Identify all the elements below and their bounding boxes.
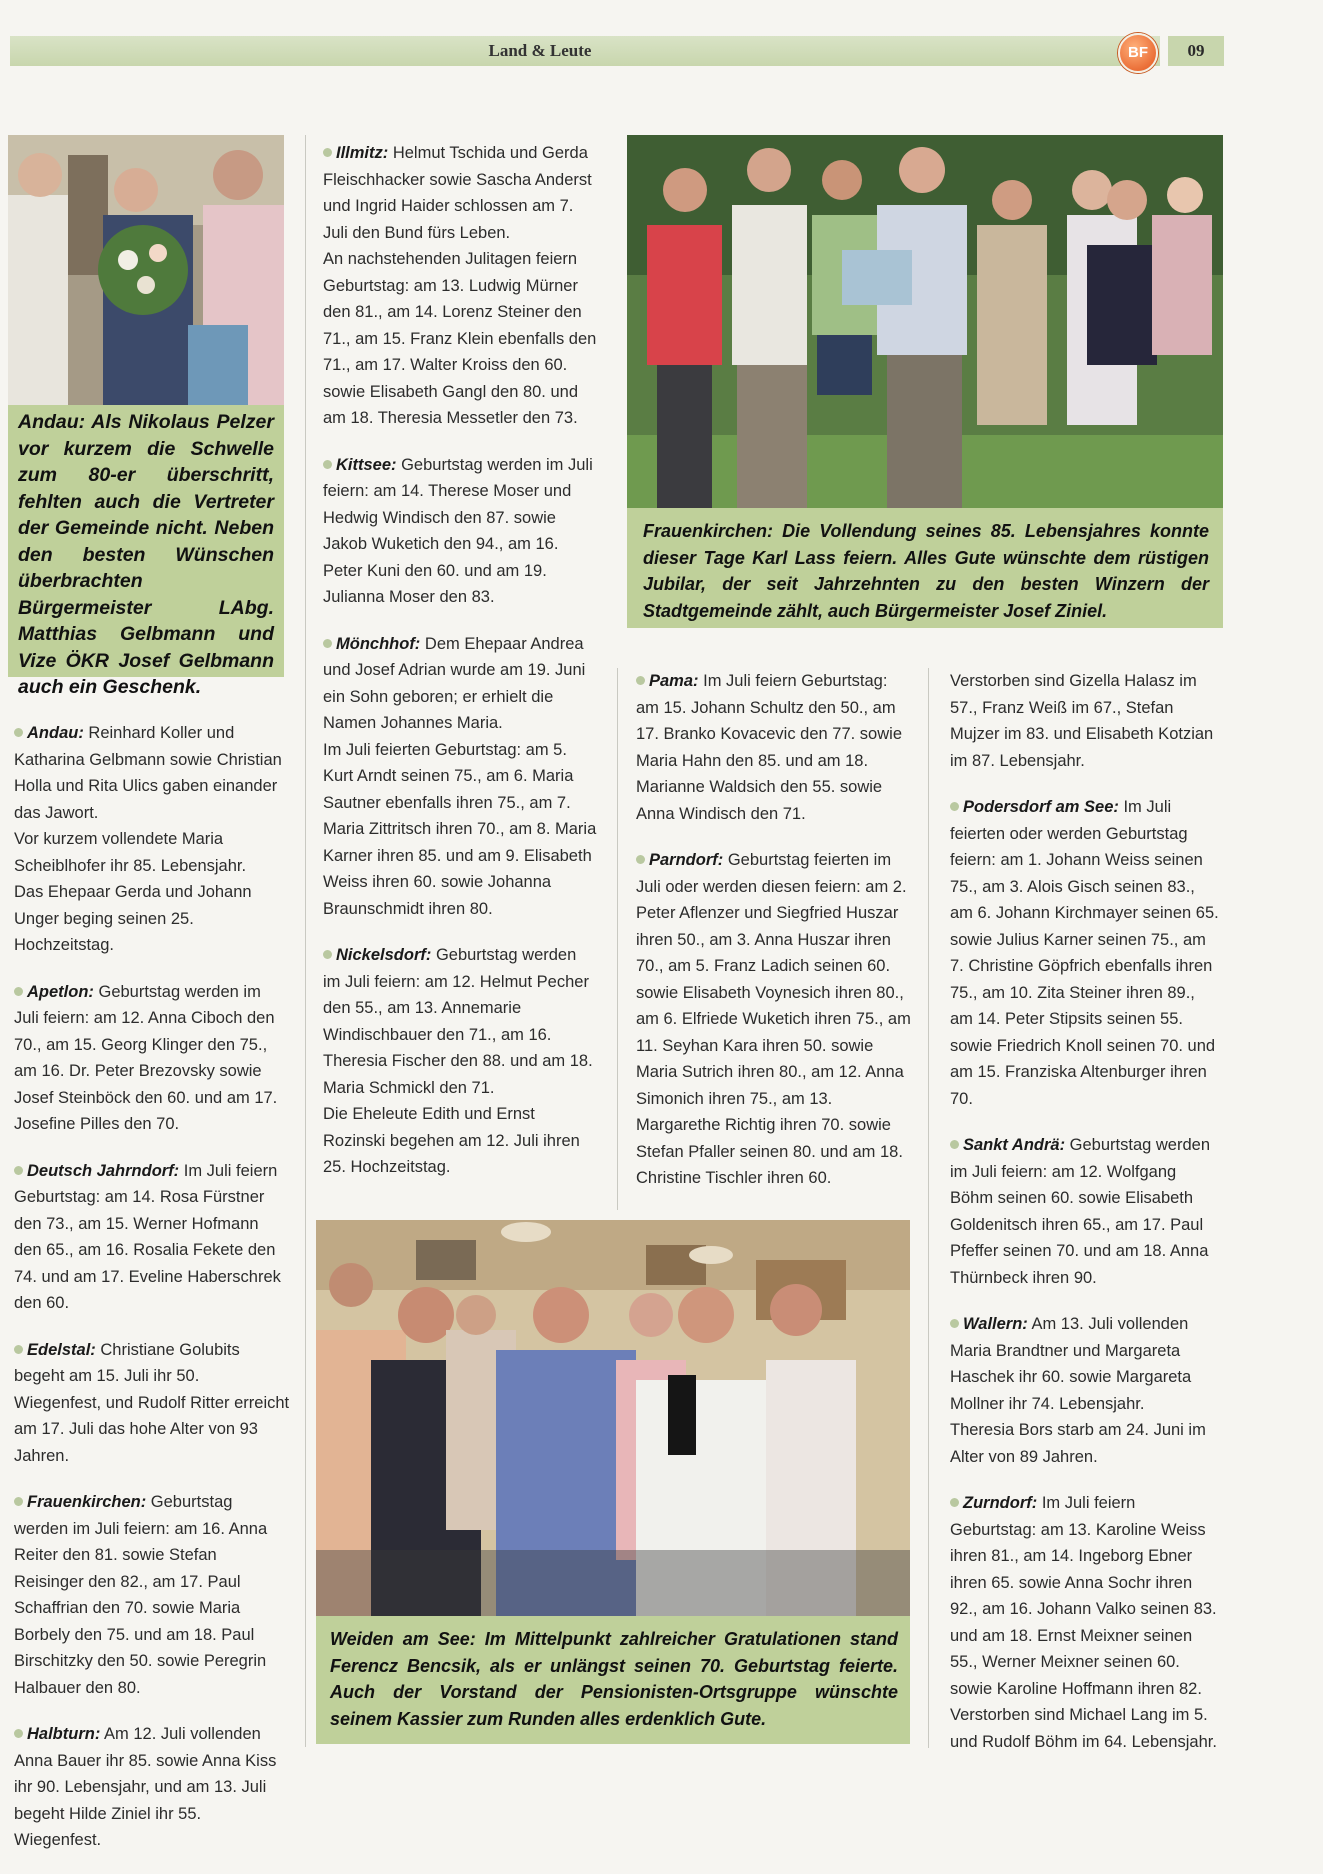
news-item [323, 452, 597, 611]
brand-logo: BF [1118, 33, 1158, 73]
news-text: Christiane Golubits begeht am 15. Juli ihr 50. Wiegenfest, und Rudolf Ritter erreicht am 17. Juli das hohe Alter von 93 Jahren. [14, 1340, 290, 1465]
news-text: Am 12. Juli vollenden Anna Bauer ihr 85. sowie Anna Kiss ihr 90. Lebensjahr, und am 13. Juli begeht Hilde Ziniel ihr 55. Wiegenfest. [14, 1725, 277, 1849]
news-text: Im Juli feiern Geburtstag: am 13. Karoline Weiss ihren 81., am 14. Ingeborg Ebner ihren 65. sowie Anna Sochr ihren 92., am 16. Johann Valko seinen 83. und am 18. Ernst Meixner seinen 55., Werner Meixner seinen 60. sowie Karoline Hoffmann ihren 82. [950, 1494, 1217, 1698]
news-item [636, 668, 911, 827]
place-name: Edelstal: [27, 1340, 96, 1359]
bullet-icon [14, 1345, 23, 1354]
news-item [14, 1489, 290, 1701]
caption-andau: Andau: Als Nikolaus Pelzer vor kurzem die Schwelle zum 80-er überschritt, fehlten auch die Vertreter der Gemeinde nicht. Neben den besten Wünschen überbrachten Bürgermeister LAbg. Matthias Gelbmann und Vize ÖKR Josef Gelbmann auch ein Geschenk. [8, 405, 284, 677]
news-item [636, 847, 911, 1192]
place-name: Sankt Andrä: [963, 1136, 1066, 1154]
place-name: Zurndorf: [963, 1494, 1038, 1512]
news-extra-text: Theresia Bors starb am 24. Juni im Alter von 89 Jahren. [950, 1421, 1206, 1466]
news-text: Geburtstag werden im Juli feiern: am 12. Helmut Pecher den 55., am 13. Annemarie Windischbauer den 71., am 16. Theresia Fischer den 88. und am 18. Maria Schmickl den 71. [323, 946, 593, 1097]
bullet-icon [323, 460, 332, 469]
news-extra-text: Verstorben sind Michael Lang im 5. und Rudolf Böhm im 64. Lebensjahr. [950, 1706, 1217, 1751]
column-rule [305, 135, 306, 1747]
news-item [950, 668, 1220, 774]
news-item [14, 1337, 290, 1470]
news-extra-text: Die Eheleute Edith und Ernst Rozinski begehen am 12. Juli ihren 25. Hochzeitstag. [323, 1105, 580, 1176]
text-column-3 [636, 668, 911, 1212]
news-item [323, 631, 597, 923]
place-name: Nickelsdorf: [336, 946, 432, 964]
news-item [14, 1158, 290, 1317]
news-text: Im Juli feiern Geburtstag: am 15. Johann Schultz den 50., am 17. Branko Kovacevic den 77. sowie Maria Hahn den 85. und am 18. Marianne Waldsich den 55. sowie Anna Windisch den 71. [636, 672, 902, 823]
bullet-icon [14, 987, 23, 996]
news-extra-text: Vor kurzem vollendete Maria Scheiblhofer ihr 85. Lebensjahr. [14, 830, 247, 875]
place-name: Andau: [27, 724, 84, 742]
text-column-2 [323, 140, 597, 1201]
column-rule [617, 668, 618, 1210]
bullet-icon [14, 728, 23, 737]
place-name: Apetlon: [27, 982, 94, 1001]
text-column-1 [14, 720, 290, 1874]
photo-weiden [316, 1220, 910, 1616]
bullet-icon [323, 950, 332, 959]
photo-frauenkirchen [627, 135, 1223, 508]
news-extra-text: An nachstehenden Julitagen feiern Geburtstag: am 13. Ludwig Mürner den 81., am 14. Lorenz Steiner den 71., am 15. Franz Klein ebenfalls den 71., am 17. Walter Kroiss den 60. sowie Elisabeth Gangl den 80. und am 18. Theresia Messetler den 73. [323, 250, 597, 427]
place-name: Pama: [649, 672, 699, 690]
place-name: Kittsee: [336, 455, 397, 474]
bullet-icon [14, 1729, 23, 1738]
news-extra-text: Im Juli feierten Geburtstag: am 5. Kurt Arndt seinen 75., am 6. Maria Sautner ebenfalls ihren 75., am 7. Maria Zittritsch ihren 70., am 8. Maria Karner ihren 85. und am 9. Elisabeth Weiss ihren 60. sowie Johanna Braunschmidt ihren 80. [323, 740, 597, 918]
news-text: Reinhard Koller und Katharina Gelbmann sowie Christian Holla und Rita Ulics gaben einander das Jawort. [14, 724, 282, 822]
place-name: Podersdorf am See: [963, 798, 1119, 816]
bullet-icon [636, 676, 645, 685]
bullet-icon [323, 639, 332, 648]
place-name: Halbturn: [27, 1725, 101, 1743]
news-text: Geburtstag werden im Juli feiern: am 12. Wolfgang Böhm seinen 60. sowie Elisabeth Goldenitsch ihren 65., am 17. Paul Pfeffer seinen 70. und am 18. Anna Thürnbeck ihren 90. [950, 1136, 1210, 1287]
news-item [950, 1132, 1220, 1291]
section-title: Land & Leute [488, 41, 592, 60]
news-text: Geburtstag werden im Juli feiern: am 12. Anna Ciboch den 70., am 15. Georg Klinger den 75., am 16. Dr. Peter Brezovsky sowie Josef Steinböck den 60. und am 17. Josefine Pilles den 70. [14, 982, 278, 1133]
bullet-icon [323, 148, 332, 157]
bullet-icon [950, 1498, 959, 1507]
news-item [14, 1721, 290, 1854]
news-text: Verstorben sind Gizella Halasz im 57., Franz Weiß im 67., Stefan Mujzer im 83. und Elisabeth Kotzian im 87. Lebensjahr. [950, 672, 1214, 770]
bullet-icon [950, 1319, 959, 1328]
news-text: Geburtstag werden im Juli feiern: am 16. Anna Reiter den 81. sowie Stefan Reisinger den 82., am 17. Paul Schaffrian den 70. sowie Maria Borbely den 75. und am 18. Paul Birschitzky den 50. sowie Peregrin Halbauer den 80. [14, 1493, 268, 1697]
news-text: Am 13. Juli vollenden Maria Brandtner und Margareta Haschek ihr 60. sowie Margareta Mollner ihr 74. Lebensjahr. [950, 1315, 1192, 1413]
news-item [950, 1490, 1220, 1755]
place-name: Frauenkirchen: [27, 1493, 147, 1511]
news-item [14, 979, 290, 1138]
bullet-icon [14, 1166, 23, 1175]
caption-frauenkirchen: Frauenkirchen: Die Vollendung seines 85. Lebensjahres konnte dieser Tage Karl Lass feiern. Alles Gute wünschte dem rüstigen Jubilar, der seit Jahrzehnten zu den besten Winzern der Stadtgemeinde zählt, auch Bürgermeister Josef Ziniel. [627, 508, 1223, 628]
place-name: Mönchhof: [336, 634, 421, 653]
place-name: Deutsch Jahrndorf: [27, 1161, 180, 1180]
news-item [950, 1311, 1220, 1470]
news-text: Geburtstag werden im Juli feiern: am 14. Therese Moser und Hedwig Windisch den 87. sowie Jakob Wuketich den 94., am 16. Peter Kuni den 60. und am 19. Julianna Moser den 83. [323, 455, 593, 606]
news-text: Dem Ehepaar Andrea und Josef Adrian wurde am 19. Juni ein Sohn geboren; er erhielt die Namen Johannes Maria. [323, 634, 586, 732]
news-text: Geburtstag feierten im Juli oder werden diesen feiern: am 2. Peter Aflenzer und Siegfried Huszar ihren 50., am 3. Anna Huszar ihren 70., am 5. Franz Ladich seinen 60. sowie Elisabeth Voynesich ihren 80., am 6. Elfriede Wuketich ihren 75., am 11. Seyhan Kara ihren 50. sowie Maria Sutrich ihren 80., am 12. Anna Simonich ihren 75., am 13. Margarethe Richtig ihren 70. sowie Stefan Pfaller seinen 80. und am 18. Christine Tischler ihren 60. [636, 851, 911, 1187]
page-number: 09 [1168, 36, 1224, 66]
bullet-icon [950, 1140, 959, 1149]
place-name: Illmitz: [336, 144, 389, 162]
news-item [323, 140, 597, 432]
news-item [14, 720, 290, 959]
news-text: Im Juli feierten oder werden Geburtstag feiern: am 1. Johann Weiss seinen 75., am 3. Alois Gisch seinen 83., am 6. Johann Kirchmayer seinen 65. sowie Julius Karner seinen 75., am 7. Christine Göpfrich ebenfalls ihren 75., am 10. Zita Steiner ihren 89., am 14. Peter Stipsits seinen 55. sowie Friedrich Knoll seinen 70. und am 15. Franziska Altenburger ihren 70. [950, 798, 1219, 1108]
photo-andau [8, 135, 284, 405]
news-item [323, 942, 597, 1181]
bullet-icon [636, 855, 645, 864]
bullet-icon [950, 802, 959, 811]
place-name: Parndorf: [649, 851, 724, 869]
news-item [950, 794, 1220, 1112]
bullet-icon [14, 1497, 23, 1506]
place-name: Wallern: [963, 1315, 1028, 1333]
caption-weiden: Weiden am See: Im Mittelpunkt zahlreicher Gratulationen stand Ferencz Bencsik, als er unlängst seinen 70. Geburtstag feierte. Auch der Vorstand der Pensionisten-Ortsgruppe wünschte seinem Kassier zum Runden alles erdenklich Gute. [316, 1616, 910, 1744]
news-text: Helmut Tschida und Gerda Fleischhacker sowie Sascha Anderst und Ingrid Haider schlossen am 7. Juli den Bund fürs Leben. [323, 144, 592, 242]
news-extra-text: Das Ehepaar Gerda und Johann Unger beging seinen 25. Hochzeitstag. [14, 883, 252, 954]
column-rule [928, 668, 929, 1748]
text-column-4 [950, 668, 1220, 1775]
news-text: Im Juli feiern Geburtstag: am 14. Rosa Fürstner den 73., am 15. Werner Hofmann den 65., am 16. Rosalia Fekete den 74. und am 17. Eveline Haberschrek den 60. [14, 1161, 281, 1312]
